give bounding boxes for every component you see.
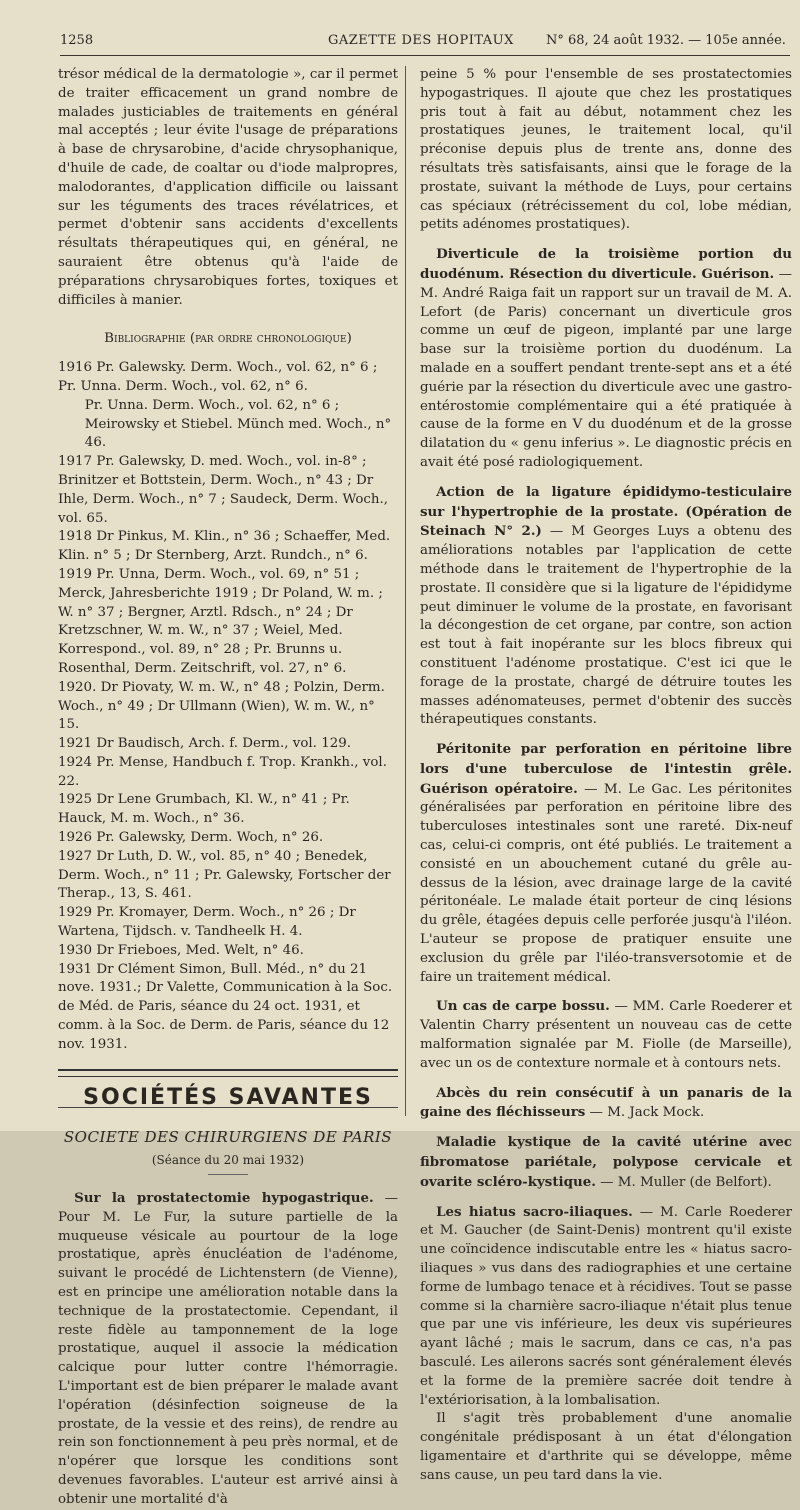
- article-heading: Maladie kystique de la cavité utérine avec fibromatose pariétale, polypose cervicale et ovarite scléro-kystique.: [420, 1134, 792, 1190]
- bib-entry: 1918 Dr Pinkus, M. Klin., n° 36 ; Schaeffer, Med. Klin. n° 5 ; Dr Sternberg, Arzt. Rundch., n° 6.: [58, 529, 391, 564]
- journal-title: GAZETTE DES HOPITAUX: [328, 33, 514, 48]
- article-heading: Un cas de carpe bossu.: [436, 998, 610, 1015]
- bib-entry: 1917 Pr. Galewsky, D. med. Woch., vol. in-8° ; Brinitzer et Bottstein, Derm. Woch., n° 43 ; Dr Ihle, Derm. Woch., n° 7 ; Saudeck, Derm. Woch., vol. 65.: [58, 454, 389, 526]
- bib-entry: 1919 Pr. Unna, Derm. Woch., vol. 69, n° 51 ; Merck, Jahresberichte 1919 ; Dr Poland, W. m. ; W. n° 37 ; Bergner, Arztl. Rdsch., n° 24 ; Dr Kretzschner, W. m. W., n° 37 ; Weiel, Med. Korrespond., vol. 89, n° 28 ; Pr. Brunns u. Rosenthal, Derm. Zeitschrift, vol. 27, n° 6.: [58, 566, 383, 676]
- section-heading: SOCIÉTÉS SAVANTES: [83, 1084, 373, 1110]
- short-rule: [208, 1174, 248, 1175]
- article-body: — M. Jack Mock.: [585, 1105, 705, 1121]
- article-body: — Pour M. Le Fur, la suture partielle de la muqueuse vésicale au pourtour de la loge prostatique, après énucléation de l'adénome, suivant le procédé de Lichtenstern (de Vienne), est en principe une amélioration notable dans la technique de la prostatectomie. Cependant, il reste fidèle au tamponnement de la loge prostatique, auquel il associe la médication calcique pour lutter contre l'hémorragie. L'important est de bien préparer le malade avant l'opération (désinfection soigneuse de la prostate, de la vessie et des reins), de rendre au rein son fonctionnement à peu près normal, et de n'opérer que lorsque les conditions sont devenues favorables. L'auteur est arrivé ainsi à obtenir une mortalité d'à: [58, 1191, 398, 1507]
- bib-entry: 1931 Dr Clément Simon, Bull. Méd., n° du 21 nove. 1931.; Dr Valette, Communication à la Soc. de Méd. de Paris, séance du 24 oct. 1931, et comm. à la Soc. de Derm. de Paris, séance du 12 nov. 1931.: [58, 961, 393, 1052]
- continued-paragraph: peine 5 % pour l'ensemble de ses prostatectomies hypogastriques. Il ajoute que chez les prostatiques pris tout à fait au début, notamment chez les prostatiques jeunes, le traitement local, qu'il préconise depuis plus de trente ans, donne des résultats très satisfaisants, ainsi que le forage de la prostate, suivant la méthode de Luys, pour certains cas spéciaux (rétrécissement du col, lobe médian, petits adénomes prostatiques).: [420, 67, 792, 233]
- society-title: SOCIETE DES CHIRURGIENS DE PARIS: [63, 1128, 393, 1147]
- article-paragraph: [420, 245, 792, 473]
- left-column: [58, 66, 398, 1510]
- article-paragraph: [58, 1189, 398, 1510]
- article-heading: Diverticule de la troisième portion du duodénum. Résection du diverticule. Guérison.: [420, 246, 792, 282]
- article-heading: Péritonite par perforation en péritoine libre lors d'une tuberculose de l'intestin grêle. Guérison opératoire.: [420, 741, 792, 797]
- running-header: [60, 31, 792, 53]
- bib-entry: 1916 Pr. Galewsky. Derm. Woch., vol. 62, n° 6 ; Pr. Unna. Derm. Woch., vol. 62, n° 6.: [58, 360, 378, 394]
- bibliography-title: Bibliographie (par ordre chronologique): [104, 331, 352, 347]
- article-paragraph: [420, 1133, 792, 1192]
- bib-entry: 1925 Dr Lene Grumbach, Kl. W., n° 41 ; Pr. Hauck, M. m. Woch., n° 36.: [58, 792, 350, 827]
- article-heading: Sur la prostatectomie hypogastrique.: [74, 1190, 374, 1207]
- page-number: 1258: [60, 33, 94, 48]
- bib-entry: 1927 Dr Luth, D. W., vol. 85, n° 40 ; Benedek, Derm. Woch., n° 11 ; Pr. Galewsky, Fortscher der Therap., 13, S. 461.: [58, 848, 391, 902]
- article-body: — M. Le Gac. Les péritonites généralisées par perforation en péritoine libre des tuberculoses intestinales sont une rareté. Dix-neuf cas, celui-ci compris, ont été publiés. Le traitement a consisté en un abouchement cutané du grêle au-dessus de la lésion, avec drainage large de la cavité péritonéale. Le malade était porteur de cinq lésions du grêle, étagées depuis celle perforée jusqu'à l'iléon. L'auteur se propose de pratiquer ensuite une exclusion du grêle par l'iléo-transversotomie et de faire un traitement médical.: [420, 781, 792, 985]
- article-body: — M. Carle Roederer et M. Gaucher (de Saint-Denis) montrent qu'il existe une coïncidence indiscutable entre les « hiatus sacro-iliaques » vus dans des radiographies et une certaine forme de lumbago tenace et à récidives. Tout se passe comme si la charnière sacro-iliaque n'était plus tenue que par une vis inférieure, les deux vis supérieures ayant lâché ; mais le sacrum, dans ce cas, n'a pas basculé. Les ailerons sacrés sont généralement élevés et la forme de la première sacrée doit tendre à l'extériorisation, à la lombalisation.: [420, 1204, 792, 1408]
- article-heading: Action de la ligature épididymo-testiculaire sur l'hypertrophie de la prostate. (Opération de Steinach N° 2.): [420, 483, 792, 540]
- bib-entry: Pr. Unna. Derm. Woch., vol. 62, n° 6 ; Meirowsky et Stiebel. Münch med. Woch., n° 46.: [84, 397, 392, 451]
- intro-paragraph: trésor médical de la dermatologie », car il permet de traiter efficacement un grand nombre de malades justiciables de traitements en général mal acceptés ; leur évite l'usage de préparations à base de chrysarobine, d'acide chrysophanique, d'huile de cade, de coaltar ou d'iode malpropres, malodorantes, d'application difficile ou laissant sur les téguments des traces révélatrices, et permet d'obtenir sans accidents d'excellents résultats thérapeutiques qui, en général, ne sauraient être obtenus qu'à l'aide de préparations chrysarobiques fortes, toxiques et difficiles à manier.: [58, 67, 398, 308]
- article-heading: Les hiatus sacro-iliaques.: [436, 1203, 633, 1220]
- bib-entry: 1924 Pr. Mense, Handbuch f. Trop. Krankh., vol. 22.: [58, 754, 387, 789]
- article-paragraph: [420, 1084, 792, 1124]
- article-paragraph: [420, 1203, 792, 1411]
- bib-entry: 1921 Dr Baudisch, Arch. f. Derm., vol. 129.: [58, 736, 352, 752]
- bib-entry: 1929 Pr. Kromayer, Derm. Woch., n° 26 ; Dr Wartena, Tijdsch. v. Tandheelk H. 4.: [58, 905, 356, 940]
- article-body: — M. Muller (de Belfort).: [595, 1174, 772, 1190]
- bib-entry: 1930 Dr Frieboes, Med. Welt, n° 46.: [58, 942, 304, 958]
- right-column: [420, 66, 792, 1486]
- section-rule: [58, 1069, 398, 1077]
- article-paragraph: [420, 483, 792, 730]
- column-divider: [405, 66, 406, 1116]
- bib-entry: 1926 Pr. Galewsky, Derm. Woch, n° 26.: [58, 830, 324, 846]
- article-paragraph: [420, 740, 792, 987]
- article-paragraph: [420, 997, 792, 1073]
- session-date: (Séance du 20 mai 1932): [151, 1153, 305, 1168]
- article-body: — M. André Raiga fait un rapport sur un travail de M. A. Lefort (de Paris) concernant un diverticule gros comme un œuf de pigeon, implanté par une large base sur la troisième portion du duodénum. La malade en a souffert pendant trente-sept ans et a été guérie par la résection du diverticule avec une gastro-entérostomie complémentaire qui a été pratiquée à cause de la forme en V du duodénum et de la grosse dilatation du « genu inferius ». Le diagnostic précis en avait été posé radiologiquement.: [420, 266, 792, 470]
- article-paragraph: Il s'agit très probablement d'une anomalie congénitale prédisposant à un état d'élongation ligamentaire et d'arthrite qui se développe, même sans cause, un peu tard dans la vie.: [420, 1411, 792, 1483]
- article-heading: Abcès du rein consécutif à un panaris de la gaine des fléchisseurs: [420, 1084, 792, 1121]
- bib-entry: 1920. Dr Piovaty, W. m. W., n° 48 ; Polzin, Derm. Woch., n° 49 ; Dr Ullmann (Wien), W. m. W., n° 15.: [58, 679, 385, 733]
- header-rule: [60, 55, 790, 56]
- article-body: — MM. Carle Roederer et Valentin Charry présentent un nouveau cas de cette malformation signalée par M. Fiolle (de Marseille), avec un os de contexture normale et à contours nets.: [420, 999, 792, 1071]
- issue-info: N° 68, 24 août 1932. — 105e année.: [546, 33, 786, 48]
- article-body: — M Georges Luys a obtenu des améliorations notables par l'application de cette méthode dans le traitement de l'hypertrophie de la prostate. Il considère que si la ligature de l'épididyme peut diminuer le volume de la prostate, en favorisant la décongestion de cet organe, par contre, son action est tout à fait inopérante sur les blocs fibreux qui constituent l'adénome prostatique. C'est ici que le forage de la prostate, chargé de détruire toutes les masses adénomateuses, permet d'obtenir des succès thérapeutiques constants.: [420, 524, 792, 728]
